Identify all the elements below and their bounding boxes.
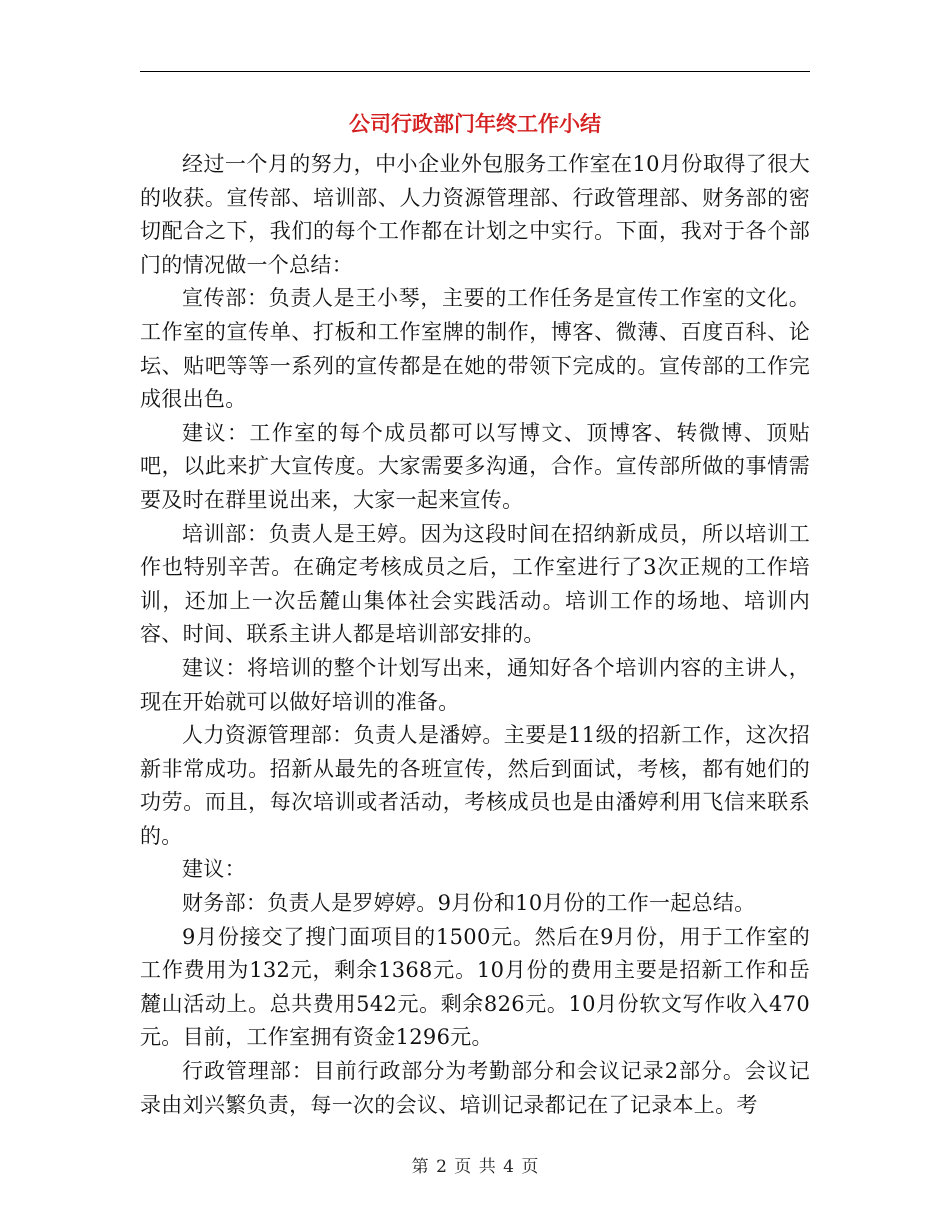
paragraph-finance-dept: 财务部：负责人是罗婷婷。9月份和10月份的工作一起总结。 (182, 891, 756, 916)
page-number-footer: 第 2 页 共 4 页 (411, 1157, 539, 1177)
paragraph-training-dept: 培训部：负责人是王婷。因为这段时间在招纳新成员，所以培训工作也特别辛苦。在确定考核成员之后，工作室进行了3次正规的工作培训，还加上一次岳麓山集体社会实践活动。培训工作的场地、培训内容、时间、联系主讲人都是培训部安排的。 (140, 521, 810, 647)
paragraph-admin-dept: 行政管理部：目前行政部分为考勤部分和会议记录2部分。会议记录由刘兴繁负责，每一次的会议、培训记录都记在了记录本上。考 (140, 1059, 810, 1117)
paragraph-training-suggestion: 建议：将培训的整个计划写出来，通知好各个培训内容的主讲人，现在开始就可以做好培训的准备。 (140, 655, 810, 714)
header-rule (140, 71, 810, 72)
paragraph-publicity-suggestion: 建议：工作室的每个成员都可以写博文、顶博客、转微博、顶贴吧，以此来扩大宣传度。大家需要多沟通，合作。宣传部所做的事情需要及时在群里说出来，大家一起来宣传。 (140, 420, 810, 512)
paragraph-hr-dept: 人力资源管理部：负责人是潘婷。主要是11级的招新工作，这次招新非常成功。招新从最先的各班宣传，然后到面试，考核，都有她们的功劳。而且，每次培训或者活动，考核成员也是由潘婷利用飞信来联系的。 (140, 723, 810, 848)
document-title: 公司行政部门年终工作小结 (349, 111, 601, 136)
paragraph-hr-suggestion: 建议： (182, 857, 246, 882)
paragraph-publicity-dept: 宣传部：负责人是王小琴，主要的工作任务是宣传工作室的文化。工作室的宣传单、打板和工作室牌的制作，博客、微薄、百度百科、论坛、贴吧等等一系列的宣传都是在她的带领下完成的。宣传部的工作完成很出色。 (140, 286, 810, 412)
paragraph-finance-details: 9月份接交了搜门面项目的1500元。然后在9月份，用于工作室的工作费用为132元，剩余1368元。10月份的费用主要是招新工作和岳麓山活动上。总共费用542元。剩余826元。10月份软文写作收入470元。目前，工作室拥有资金1296元。 (140, 924, 810, 1050)
document-body (140, 148, 810, 1122)
paragraph-intro: 经过一个月的努力，中小企业外包服务工作室在10月份取得了很大的收获。宣传部、培训部、人力资源管理部、行政管理部、财务部的密切配合之下，我们的每个工作都在计划之中实行。下面，我对于各个部门的情况做一个总结： (140, 152, 810, 277)
